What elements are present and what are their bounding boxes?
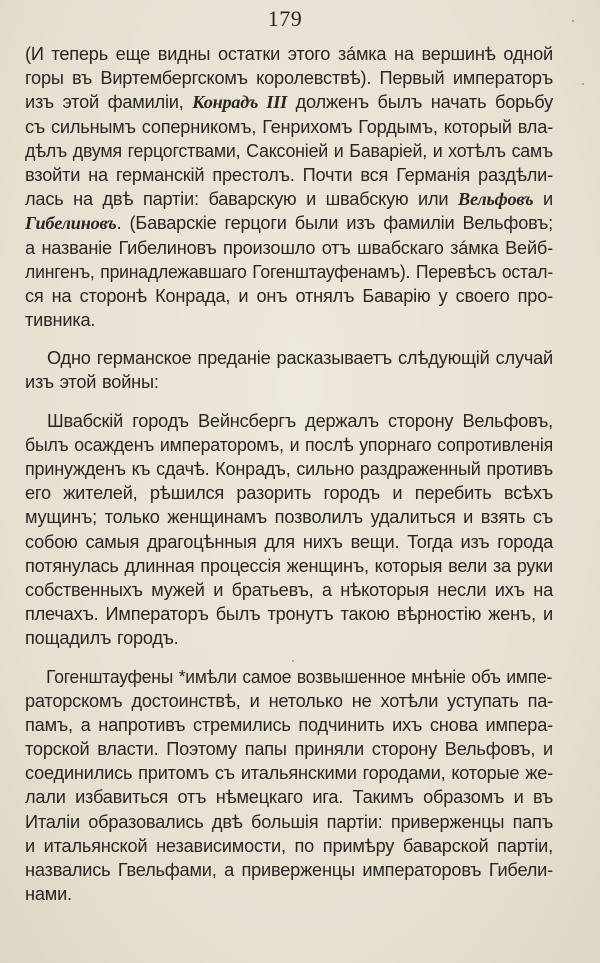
text-line <box>25 90 553 114</box>
text-run: лали избавиться отъ нѣмецкаго ига. Такимъ образомъ и въ <box>25 787 553 808</box>
text-run: съ сильнымъ соперникомъ, Генрихомъ Гордымъ, который вла- <box>25 116 553 137</box>
text-run: дѣлъ двумя герцогствами, Саксоніей и Баваріей, и хотѣлъ самъ <box>25 140 553 161</box>
text-run: принужденъ къ сдачѣ. Конрадъ, сильно раздраженный противъ <box>25 459 553 479</box>
paper-speck <box>572 20 574 22</box>
text-line <box>25 284 553 308</box>
text-line <box>25 370 553 394</box>
text-line <box>25 737 553 761</box>
text-run: (И теперь еще видны остатки этого зáмка на вершинѣ одной <box>25 44 553 64</box>
text-run: памъ, а напротивъ стремились подчинить ихъ снова импера- <box>25 714 553 735</box>
text-line <box>25 689 553 713</box>
page-body-text <box>25 42 553 906</box>
paper-speck <box>292 660 294 662</box>
text-line <box>25 602 553 626</box>
text-line <box>25 260 553 284</box>
text-line <box>25 42 553 66</box>
italic-name: Вельфовъ <box>458 189 534 210</box>
paragraph <box>25 42 553 332</box>
paragraph <box>25 346 553 394</box>
text-run: соединились притомъ съ итальянскими городами, которые же- <box>25 763 553 784</box>
text-run: горы въ Виртембергскомъ королевствѣ). Первый императоръ <box>25 68 553 89</box>
text-run: ся на сторонѣ Конрада, и онъ отнялъ Баварію у своего про- <box>25 285 553 306</box>
text-run: . (Баварскіе герцоги были изъ фамиліи Вельфовъ; <box>116 213 553 234</box>
text-run: Швабскій городъ Вейнсбергъ держалъ сторону Вельфовъ, <box>47 410 553 431</box>
text-run: изъ этой фамиліи, <box>25 92 193 113</box>
text-run: пощадилъ городъ. <box>25 628 179 649</box>
text-line <box>25 139 553 163</box>
text-run: лингенъ, принадлежавшаго Гогенштауфенамъ). Перевѣсъ остал- <box>25 261 553 282</box>
paragraph-gap <box>25 395 553 409</box>
paragraph-gap <box>25 332 553 346</box>
text-run: тивника. <box>25 310 96 331</box>
text-line <box>25 858 553 882</box>
text-line <box>25 433 553 457</box>
text-line <box>25 346 553 370</box>
text-line <box>25 187 553 211</box>
text-run: и итальянской независимости, по примѣру баварской партіи, <box>25 835 553 856</box>
text-line <box>25 409 553 433</box>
text-run: назвались Гвельфами, а приверженцы императоровъ Гибели- <box>25 860 553 880</box>
text-line <box>25 308 553 332</box>
text-run: а названіе Гибелиновъ произошло отъ швабскаго зáмка Вейб- <box>25 237 553 258</box>
text-line <box>25 882 553 906</box>
text-run: Гогенштауфены *имѣли самое возвышенное мнѣніе объ импе- <box>46 666 553 687</box>
text-line <box>25 665 552 689</box>
text-line <box>25 66 553 90</box>
text-line <box>25 626 553 650</box>
text-line <box>25 761 553 785</box>
text-line <box>25 554 553 578</box>
text-line <box>25 530 553 554</box>
text-line <box>25 115 553 139</box>
text-run: его жителей, рѣшился разорить городъ и перебить всѣхъ <box>25 483 553 504</box>
italic-name: Гибелиновъ <box>25 213 117 234</box>
paragraph <box>25 665 553 907</box>
text-run: былъ осажденъ императоромъ, и послѣ упорнаго сопротивленія <box>25 434 553 455</box>
text-run: долженъ былъ начать борьбу <box>287 92 554 113</box>
text-run: лась на двѣ партіи: баварскую и швабскую или <box>25 189 459 210</box>
text-line <box>25 457 553 481</box>
italic-name: Конрадъ III <box>192 92 287 113</box>
text-run: собою самыя драгоцѣнныя для нихъ вещи. Тогда изъ города <box>25 531 553 552</box>
text-run: собственныхъ мужей и братьевъ, а нѣкоторыя несли ихъ на <box>25 579 553 600</box>
text-run: нами. <box>25 884 72 905</box>
text-run: торской власти. Поэтому папы приняли сторону Вельфовъ, и <box>25 739 553 760</box>
paper-speck <box>582 83 584 85</box>
text-line <box>25 505 553 529</box>
text-run: Италіи образовались двѣ большія партіи: приверженцы папъ <box>25 811 553 832</box>
text-run: изъ этой войны: <box>25 372 159 393</box>
text-line <box>25 785 553 809</box>
page-number: 179 <box>267 6 303 31</box>
text-run: плечахъ. Императоръ былъ тронутъ такою вѣрностію женъ, и <box>25 604 553 625</box>
text-line <box>25 713 553 737</box>
text-line <box>25 211 553 235</box>
text-run: взойти на германскій престолъ. Почти вся Германія раздѣли- <box>25 164 553 185</box>
text-line <box>25 578 553 602</box>
text-run: потянулась длинная процессія женщинъ, которыя вели за руки <box>25 555 553 576</box>
text-run: и <box>533 189 554 210</box>
paragraph <box>25 409 553 651</box>
text-run: Одно германское преданіе расказываетъ слѣдующій случай <box>47 348 553 369</box>
text-line <box>25 834 553 858</box>
paragraph-gap <box>25 651 553 665</box>
text-line <box>25 481 553 505</box>
text-run: раторскомъ достоинствѣ, и нетолько не хотѣли уступать па- <box>25 690 553 711</box>
text-line <box>25 810 553 834</box>
text-line <box>25 236 553 260</box>
text-run: мущинъ; только женщинамъ позволилъ удалиться и взять съ <box>25 507 553 528</box>
text-line <box>25 163 553 187</box>
